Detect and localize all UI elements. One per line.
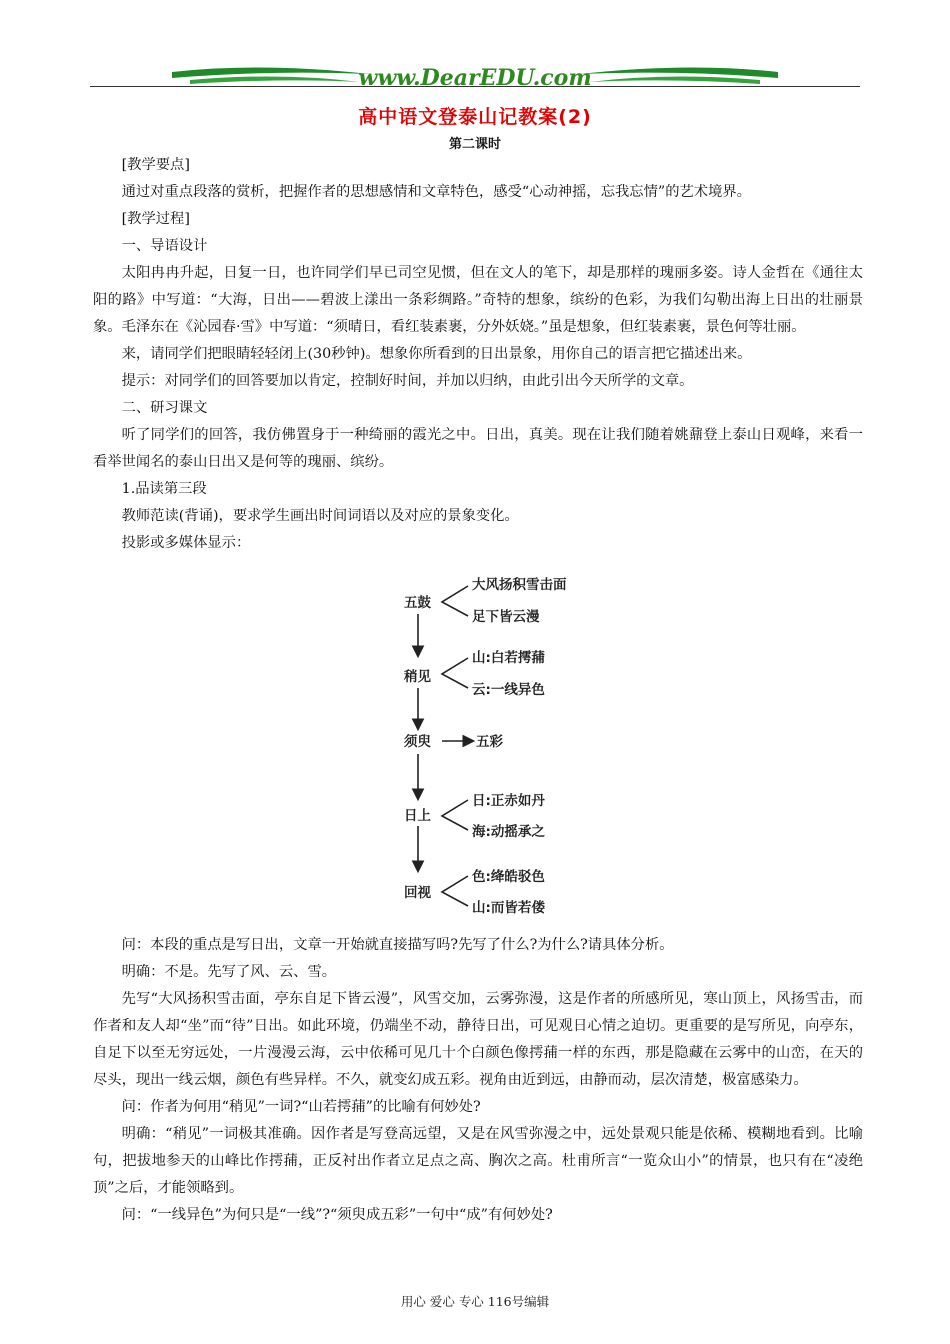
- diagram-node: 稍见: [404, 669, 431, 685]
- paragraph: 先写“大风扬积雪击面，亭东自足下皆云漫”，风雪交加，云雾弥漫，这是作者的所感所见，寒山顶上，风扬雪击，而作者和友人却“坐”而“待”日出。如此环境，仍端坐不动，静待日出，可见观日心情之迫切。更重要的是写所见，向亭东，自足下以至无穷远处，一片漫漫云海，云中依稀可见几十个白颜色像摴蒱一样的东西，那是隐藏在云雾中的山峦，在天的尽头，现出一线云烟，颜色有些异样。不久，就变幻成五彩。视角由近到远，由静而动，层次清楚，极富感染力。: [93, 991, 863, 1088]
- diagram-branch: 日:正赤如丹: [472, 793, 545, 809]
- branch-bracket: [442, 800, 468, 830]
- paragraph: 通过对重点段落的赏析，把握作者的思想感情和文章特色，感受“心动神摇，忘我忘情”的艺术境界。: [121, 184, 751, 200]
- branch-bracket: [442, 658, 468, 688]
- paragraph: 问：作者为何用“稍见”一词?“山若摴蒱”的比喻有何妙处?: [121, 1099, 481, 1115]
- paragraph: 明确：不是。先写了风、云、雪。: [121, 964, 337, 980]
- paragraph: 明确：“稍见”一词极其准确。因作者是写登高远望，又是在风雪弥漫之中，远处景观只能是依稀、模糊地看到。比喻句，把拔地参天的山峰比作摴蒱，正反衬出作者立足点之高、胸次之高。杜甫所言“一览众山小”的情景，也只有在“凌绝顶”之后，才能领略到。: [93, 1126, 863, 1196]
- paragraph: [教学要点]: [121, 157, 190, 173]
- body-section-2: [93, 932, 863, 1229]
- paragraph: 听了同学们的回答，我仿佛置身于一种绮丽的霞光之中。日出，真美。现在让我们随着姚鼐登上泰山日观峰，来看一看举世闻名的泰山日出又是何等的瑰丽、缤纷。: [93, 427, 863, 470]
- diagram-branch: 海:动摇承之: [472, 824, 545, 840]
- diagram-node: 日上: [404, 808, 431, 824]
- diagram-node: 须臾: [404, 734, 431, 750]
- body-section-1: [93, 152, 863, 557]
- diagram-branch: 山:白若摴蒱: [472, 650, 545, 666]
- paragraph: 教师范读(背诵)，要求学生画出时间词语以及对应的景象变化。: [121, 508, 519, 524]
- paragraph: 投影或多媒体显示：: [121, 535, 251, 551]
- page-title: 高中语文登泰山记教案(2): [358, 106, 592, 128]
- diagram-branch: 云:一线异色: [472, 682, 545, 698]
- diagram-branch: 色:绛皓驳色: [472, 869, 545, 885]
- paragraph: [教学过程]: [121, 211, 190, 227]
- paragraph: 1.品读第三段: [121, 481, 207, 497]
- header-divider: [90, 86, 860, 87]
- diagram-branch: 五彩: [476, 734, 503, 750]
- page-subtitle: 第二课时: [448, 137, 501, 152]
- paragraph: 问：本段的重点是写日出，文章一开始就直接描写吗?先写了什么?为什么?请具体分析。: [121, 937, 674, 953]
- diagram-branch: 大风扬积雪击面: [472, 577, 567, 593]
- logo-text: www.DearEDU.com: [358, 65, 592, 91]
- branch-bracket: [442, 586, 468, 616]
- diagram-branch: 山:而皆若偻: [472, 900, 545, 916]
- branch-bracket: [442, 876, 468, 906]
- page-footer: 用心 爱心 专心 116号编辑: [400, 1294, 550, 1309]
- diagram-node: 五鼓: [404, 595, 431, 611]
- paragraph: 来，请同学们把眼睛轻轻闭上(30秒钟)。想象你所看到的日出景象，用你自己的语言把它描述出来。: [121, 346, 752, 362]
- paragraph: 问：“一线异色”为何只是“一线”?“须臾成五彩”一句中“成”有何妙处?: [121, 1207, 553, 1223]
- paragraph: 太阳冉冉升起，日复一日，也许同学们早已司空见惯，但在文人的笔下，却是那样的瑰丽多姿。诗人金哲在《通往太阳的路》中写道：“大海，日出——碧波上漾出一条彩绸路。”奇特的想象，缤纷的色彩，为我们勾勒出海上日出的壮丽景象。毛泽东在《沁园春·雪》中写道：“须晴日，看红装素裹，分外妖娆。”虽是想象，但红装素裹，景色何等壮丽。: [93, 265, 863, 335]
- paragraph: 二、研习课文: [121, 400, 208, 416]
- paragraph: 提示：对同学们的回答要加以肯定，控制好时间，并加以归纳，由此引出今天所学的文章。: [121, 373, 694, 389]
- diagram-branch: 足下皆云漫: [472, 609, 540, 625]
- diagram-node: 回视: [404, 885, 431, 901]
- sunrise-sequence-diagram: [390, 570, 600, 930]
- site-logo: [170, 60, 780, 94]
- paragraph: 一、导语设计: [121, 238, 208, 254]
